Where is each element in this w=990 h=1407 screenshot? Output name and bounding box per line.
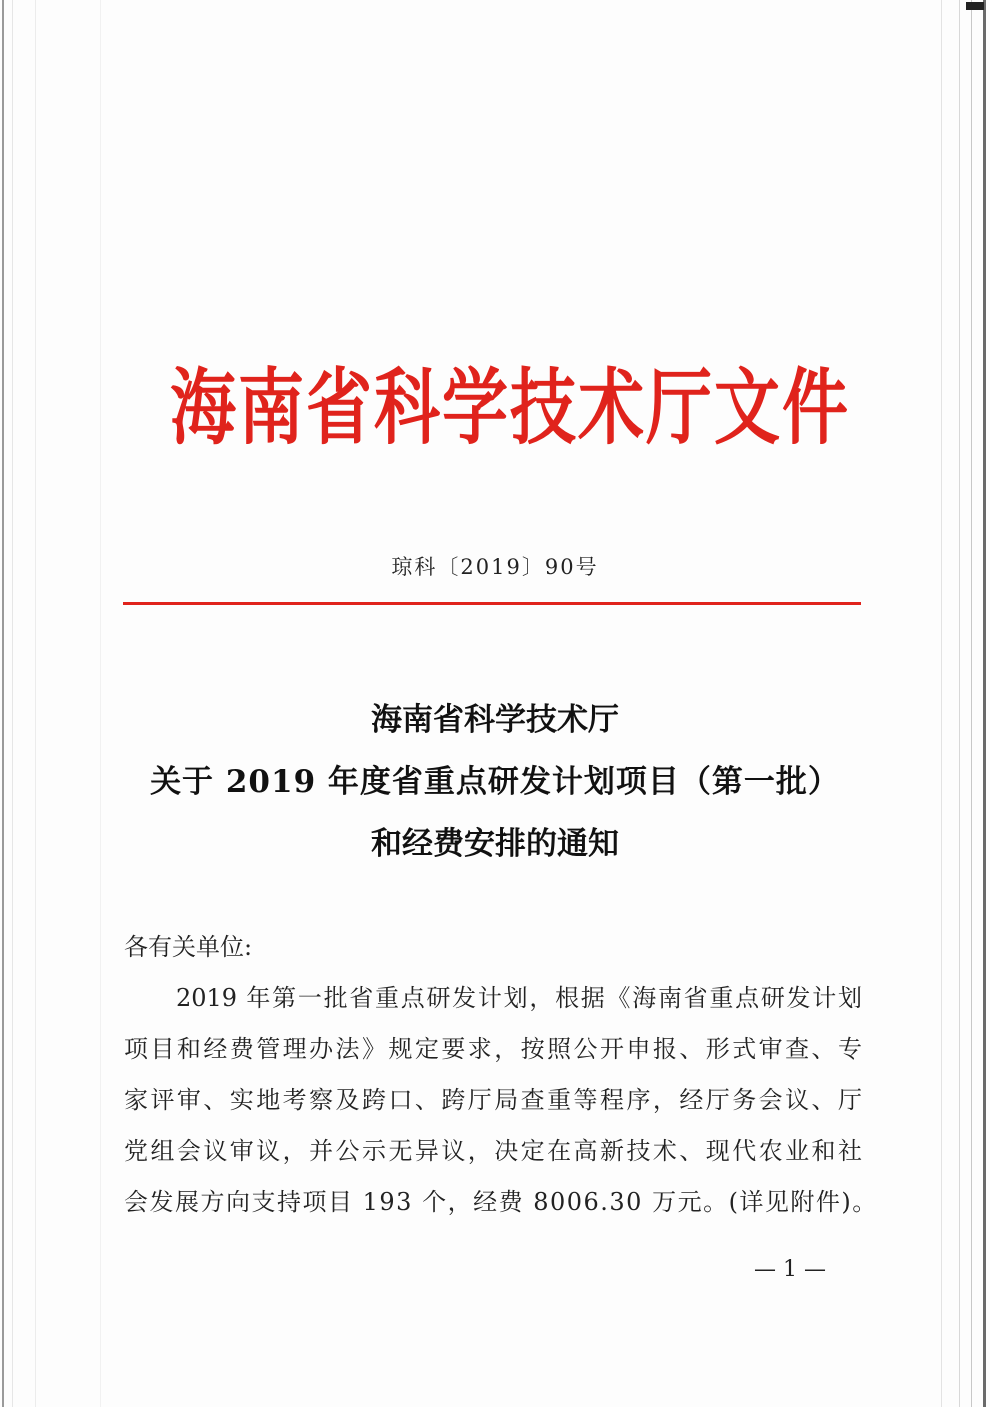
document-masthead: 海南省科学技术厅文件	[170, 358, 850, 456]
body-line-2: 项目和经费管理办法》规定要求，按照公开申报、形式审查、专	[124, 1035, 862, 1063]
body-line-4: 党组会议审议，并公示无异议，决定在高新技术、现代农业和社	[124, 1137, 862, 1165]
document-title-line-1: 海南省科学技术厅	[371, 702, 619, 738]
document-title-line-2: 关于 2019 年度省重点研发计划项目（第一批）	[150, 764, 840, 800]
salutation: 各有关单位:	[124, 933, 253, 961]
scan-corner-mark	[966, 2, 984, 10]
red-divider	[123, 602, 861, 605]
document-number: 琼科〔2019〕90号	[391, 555, 599, 579]
document-title-line-3: 和经费安排的通知	[371, 826, 619, 862]
body-line-1: 2019 年第一批省重点研发计划，根据《海南省重点研发计划	[176, 984, 862, 1012]
body-paragraph	[124, 978, 878, 1233]
body-line-5: 会发展方向支持项目 193 个，经费 8006.30 万元。(详见附件)。	[124, 1188, 878, 1216]
body-line-3: 家评审、实地考察及跨口、跨厅局查重等程序，经厅务会议、厅	[124, 1086, 862, 1114]
page-number: — 1 —	[754, 1257, 826, 1282]
